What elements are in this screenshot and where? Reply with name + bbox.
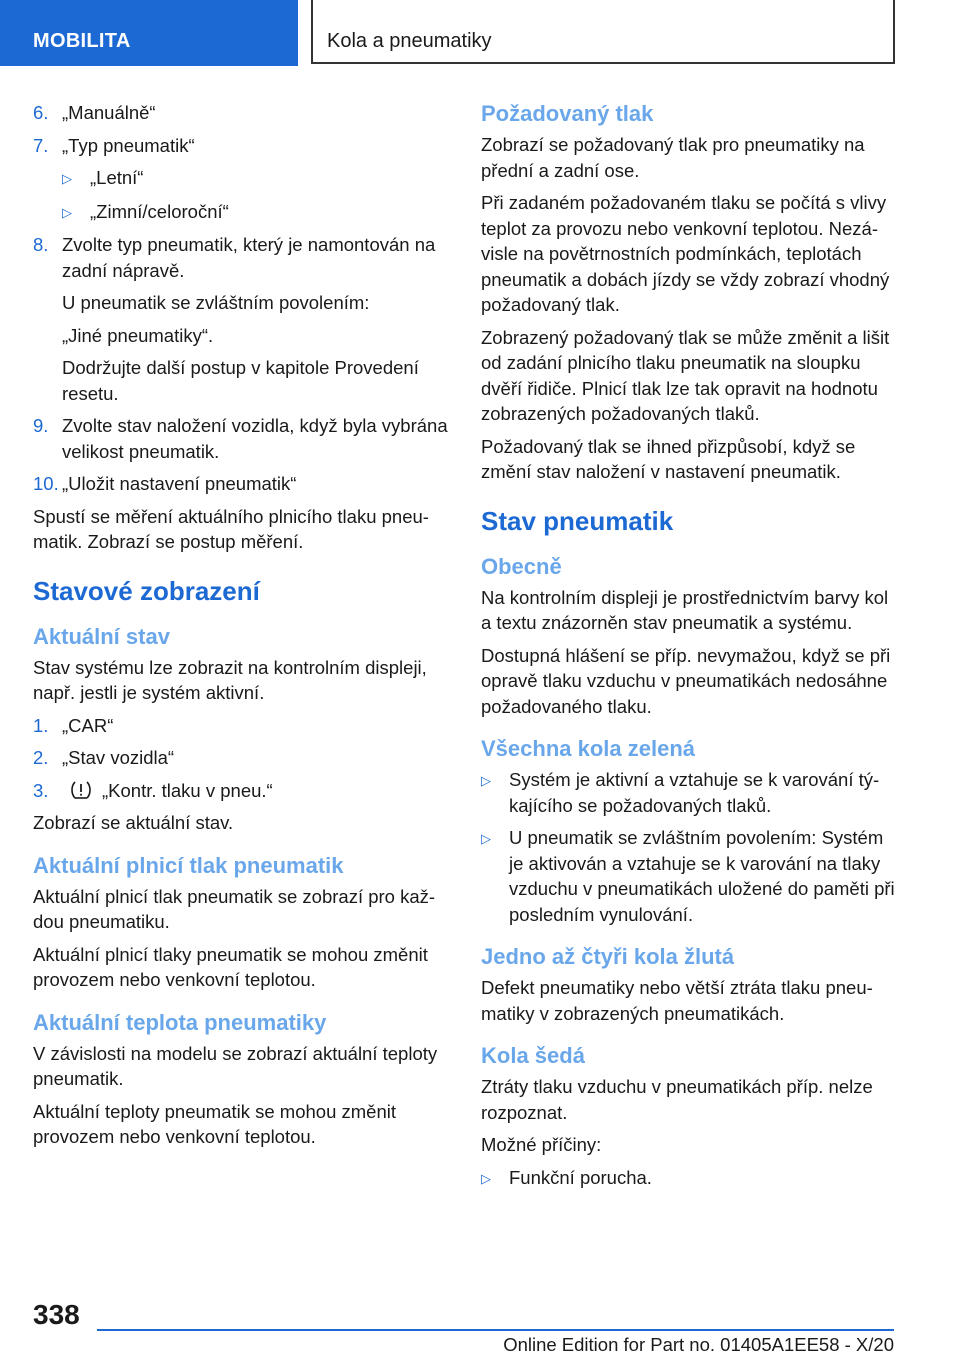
step-item	[33, 713, 451, 739]
page-number: 338	[33, 1299, 80, 1330]
step-text: Zvolte stav naložení vozidla, když byla vybrána velikost pneumatik.	[62, 415, 448, 462]
step-number: 2.	[33, 747, 49, 768]
step-item	[33, 778, 451, 804]
step-item	[33, 232, 451, 406]
bullet-text: U pneumatik se zvláštním povolením: Systém je aktivován a vztahuje se k varování na tlaky vzduchu v pneumatikách uložené do paměti při posledním vynulování.	[509, 827, 895, 925]
step-text: Zvolte typ pneumatik, který je namontován na zadní nápravě.	[62, 234, 436, 281]
step-text: „CAR“	[62, 714, 114, 736]
heading-all-green: Všechna kola zelená	[481, 736, 695, 761]
chapter-title: Kola a pneumatiky	[327, 30, 492, 52]
paragraph: Spustí se měření aktuálního plnicího tlaku pneumatik. Zobrazí se postup měření.	[33, 505, 429, 552]
section-title: MOBILITA	[33, 30, 131, 52]
paragraph: Defekt pneumatiky nebo větší ztráta tlaku pneumatiky v zobrazených pneumatikách.	[481, 977, 873, 1024]
heading-grey: Kola šedá	[481, 1043, 585, 1068]
paragraph: Zobrazí se aktuální stav.	[33, 812, 234, 833]
footer-edition: Online Edition for Part no. 01405A1EE58 - X/20	[503, 1334, 894, 1355]
step-item	[33, 471, 451, 497]
step-text: „Stav vozidla“	[62, 747, 175, 768]
paragraph: Stav systému lze zobrazit na kontrolním displeji, např. jestli je systém aktivní.	[33, 656, 427, 703]
heading-current-pressure: Aktuální plnicí tlak pneumatik	[33, 852, 344, 878]
step-note: U pneumatik se zvláštním povolením:	[62, 292, 370, 313]
bullet-text: „Zimní/celoroční“	[90, 200, 229, 222]
heading-yellow: Jedno až čtyři kola žlutá	[481, 944, 735, 969]
step-note: Dodržujte další postup v kapitole Provedení resetu.	[62, 357, 419, 404]
triangle-bullet-icon: ▷	[62, 204, 72, 220]
step-number: 7.	[33, 134, 49, 156]
heading-current-temperature: Aktuální teplota pneumatiky	[33, 1009, 327, 1035]
heading-tire-state: Stav pneumatik	[481, 505, 674, 536]
header-chapter-box	[311, 0, 895, 64]
step-item	[33, 133, 451, 159]
header-section-tab	[0, 0, 298, 66]
step-item	[33, 100, 451, 126]
step-text: „Typ pneumatik“	[62, 134, 195, 156]
step-text: „Uložit nastavení pneumatik“	[62, 473, 297, 494]
step-item	[33, 745, 451, 771]
bullet-text: „Letní“	[90, 167, 144, 188]
heading-current-state: Aktuální stav	[33, 623, 170, 649]
footer-divider	[97, 1329, 894, 1331]
paragraph: Aktuální plnicí tlak pneumatik se zobrazí pro každou pneumatiku.	[33, 885, 436, 932]
paragraph: Na kontrolním displeji je prostřednictvím barvy kol a textu znázorněn stav pneumatik a systému.	[481, 586, 889, 633]
step-number: 3.	[33, 779, 49, 801]
paragraph: Možné příčiny:	[481, 1134, 602, 1155]
paragraph: Aktuální plnicí tlaky pneumatik se mohou změnit provozem nebo venkovní teplotou.	[33, 943, 428, 990]
paragraph: Při zadaném požadovaném tlaku se počítá s vlivy teplot za provozu nebo venkovní teplotou. Nezávisle na povětrnostních podmínkách, teplotách pneumatik a dobách jízdy se vždy zobrazí vhodný požadovaný tlak.	[481, 192, 890, 315]
triangle-bullet-icon: ▷	[481, 773, 491, 788]
paragraph: Zobrazený požadovaný tlak se může změnit a lišit od zadání plnicího tlaku pneumatik na sloupku dvěří řidiče. Plnicí tlak lze tak opravit na hodnotu zobrazených požadovaných tlaků.	[481, 326, 890, 424]
right-column	[481, 100, 901, 1198]
triangle-bullet-icon: ▷	[62, 171, 72, 186]
heading-status-display: Stavové zobrazení	[33, 575, 260, 606]
heading-required-pressure: Požadovaný tlak	[481, 101, 654, 126]
step-number: 10.	[33, 473, 59, 494]
bullet-item	[33, 165, 451, 192]
heading-general: Obecně	[481, 553, 562, 579]
bullet-item	[33, 199, 451, 226]
paragraph: V závislosti na modelu se zobrazí aktuální teploty pneumatik.	[33, 1042, 438, 1089]
step-item	[33, 413, 451, 464]
tire-pressure-warning-icon	[70, 779, 92, 801]
paragraph: Zobrazí se požadovaný tlak pro pneumatiky na přední a zadní ose.	[481, 134, 865, 181]
triangle-bullet-icon: ▷	[481, 1170, 491, 1186]
bullet-text: Systém je aktivní a vztahuje se k varování týkajícího se požadovaných tlaků.	[509, 769, 880, 816]
paragraph: Ztráty tlaku vzduchu v pneumatikách příp. nelze rozpoznat.	[481, 1076, 873, 1123]
left-column	[33, 100, 451, 1157]
step-number: 6.	[33, 102, 49, 123]
step-text: „Manuálně“	[62, 102, 156, 123]
step-number: 9.	[33, 415, 49, 436]
paragraph: Požadovaný tlak se ihned přizpůsobí, když se změní stav naložení v nastavení pneumatik.	[481, 435, 856, 482]
step-number: 1.	[33, 714, 49, 736]
bullet-item	[481, 767, 901, 818]
paragraph: Dostupná hlášení se příp. nevymažou, když se při opravě tlaku vzduchu v pneumatikách nedosáhne požadovaného tlaku.	[481, 644, 891, 717]
paragraph: Aktuální teploty pneumatik se mohou změnit provozem nebo venkovní teplotou.	[33, 1100, 396, 1147]
step-text: „Kontr. tlaku v pneu.“	[102, 779, 273, 801]
step-note: „Jiné pneumatiky“.	[62, 324, 214, 346]
bullet-text: Funkční porucha.	[509, 1166, 652, 1188]
bullet-item	[481, 1165, 901, 1192]
triangle-bullet-icon: ▷	[481, 831, 491, 846]
bullet-item	[481, 825, 901, 927]
step-number: 8.	[33, 234, 49, 255]
